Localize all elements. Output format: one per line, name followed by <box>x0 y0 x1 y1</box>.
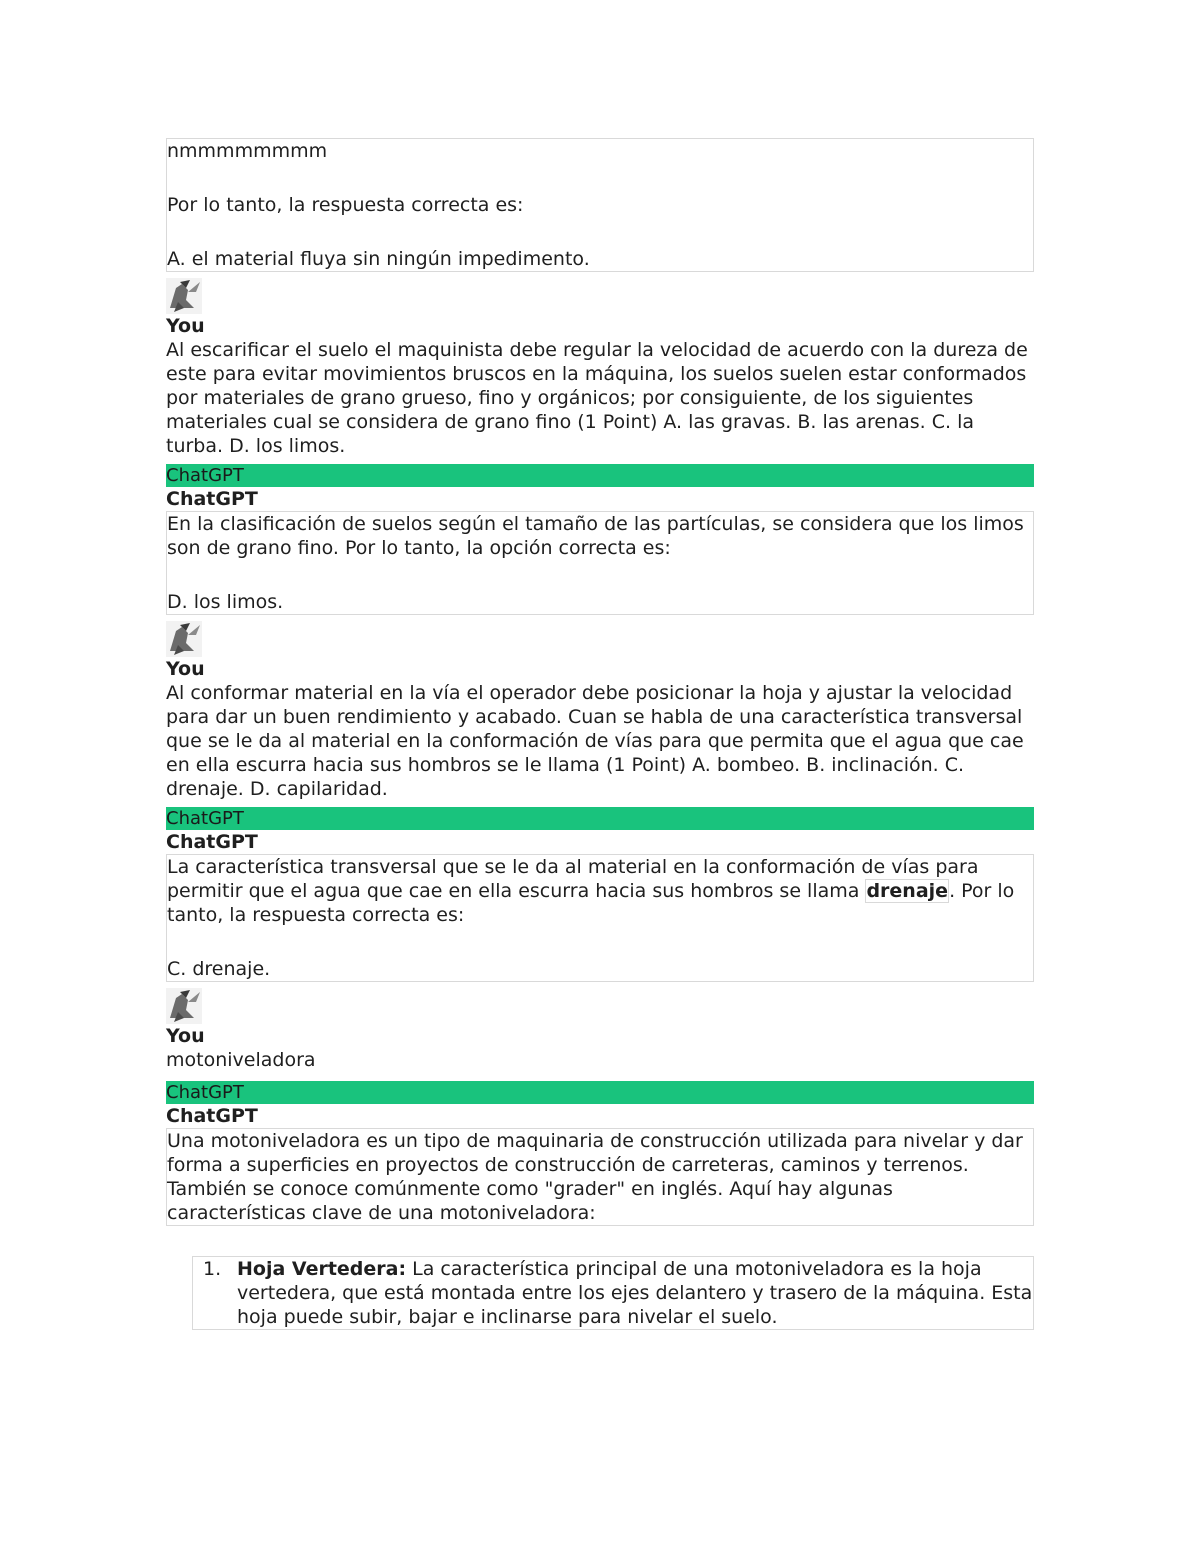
chatgpt-answer-box <box>166 1128 1034 1226</box>
user-message: Al escarificar el suelo el maquinista debe regular la velocidad de acuerdo con la dureza de este para evitar movimientos bruscos en la máquina, los suelos suelen estar conformados por materiales de grano grueso, fino y orgánicos; por consiguiente, de los siguientes materiales cual se considera de grano fino (1 Point) A. las gravas. B. las arenas. C. la turba. D. los limos. <box>166 339 1028 457</box>
user-avatar-icon <box>166 988 202 1024</box>
user-message: Al conformar material en la vía el operador debe posicionar la hoja y ajustar la velocidad para dar un buen rendimiento y acabado. Cuan se habla de una característica transversal que se le da al material en la conformación de vías para que permita que el agua que cae en ella escurra hacia sus hombros se le llama (1 Point) A. bombeo. B. inclinación. C. drenaje. D. capilaridad. <box>166 682 1024 800</box>
answer-text: . Por lo tanto, la respuesta correcta es: <box>167 880 1015 926</box>
chatgpt-label: ChatGPT <box>166 1105 258 1127</box>
user-label: You <box>166 315 205 337</box>
chatgpt-answer-box <box>166 854 1034 982</box>
answer-line: A. el material fluya sin ningún impedimento. <box>167 248 590 270</box>
answer-line: nmmmmmmmm <box>167 140 328 162</box>
answer-paragraph <box>167 855 1033 927</box>
user-message: motoniveladora <box>166 1049 316 1071</box>
spacer <box>167 217 1033 241</box>
user-avatar-icon <box>166 278 202 314</box>
answer-paragraph: Una motoniveladora es un tipo de maquinaria de construcción utilizada para nivelar y dar forma a superficies en proyectos de construcción de carreteras, caminos y terrenos. También se conoce comúnmente como "grader" en inglés. Aquí hay algunas características clave de una motoniveladora: <box>167 1130 1023 1224</box>
chatgpt-header-bar: ChatGPT <box>166 464 1034 487</box>
chatgpt-header-bar: ChatGPT <box>166 807 1034 830</box>
answer-text: La característica transversal que se le da al material en la conformación de vías para permitir que el agua que cae en ella escurra hacia sus hombros se llama <box>167 856 979 902</box>
chatgpt-header-bar: ChatGPT <box>166 1081 1034 1104</box>
answer-paragraph: En la clasificación de suelos según el tamaño de las partículas, se considera que los limos son de grano fino. Por lo tanto, la opción correcta es: <box>167 513 1024 559</box>
chatgpt-answer-box <box>166 511 1034 615</box>
spacer <box>167 927 1033 951</box>
list-text: La característica principal de una motoniveladora es la hoja vertedera, que está montada entre los ejes delantero y trasero de la máquina. Esta hoja puede subir, bajar e inclinarse para nivelar el suelo. <box>237 1258 1033 1328</box>
user-label: You <box>166 658 205 680</box>
list-term: Hoja Vertedera: <box>237 1258 407 1280</box>
spacer <box>167 560 1033 584</box>
answer-line: D. los limos. <box>167 591 284 613</box>
list-item <box>192 1256 1034 1330</box>
answer-line: C. drenaje. <box>167 958 271 980</box>
user-avatar-icon <box>166 621 202 657</box>
chatgpt-label: ChatGPT <box>166 488 258 510</box>
chat-export-page <box>166 138 1034 1330</box>
spacer <box>167 163 1033 187</box>
answer-keyword: drenaje <box>866 880 949 902</box>
user-label: You <box>166 1025 205 1047</box>
chatgpt-label: ChatGPT <box>166 831 258 853</box>
list-number: 1. <box>203 1258 222 1280</box>
answer-line: Por lo tanto, la respuesta correcta es: <box>167 194 524 216</box>
previous-answer-box <box>166 138 1034 272</box>
